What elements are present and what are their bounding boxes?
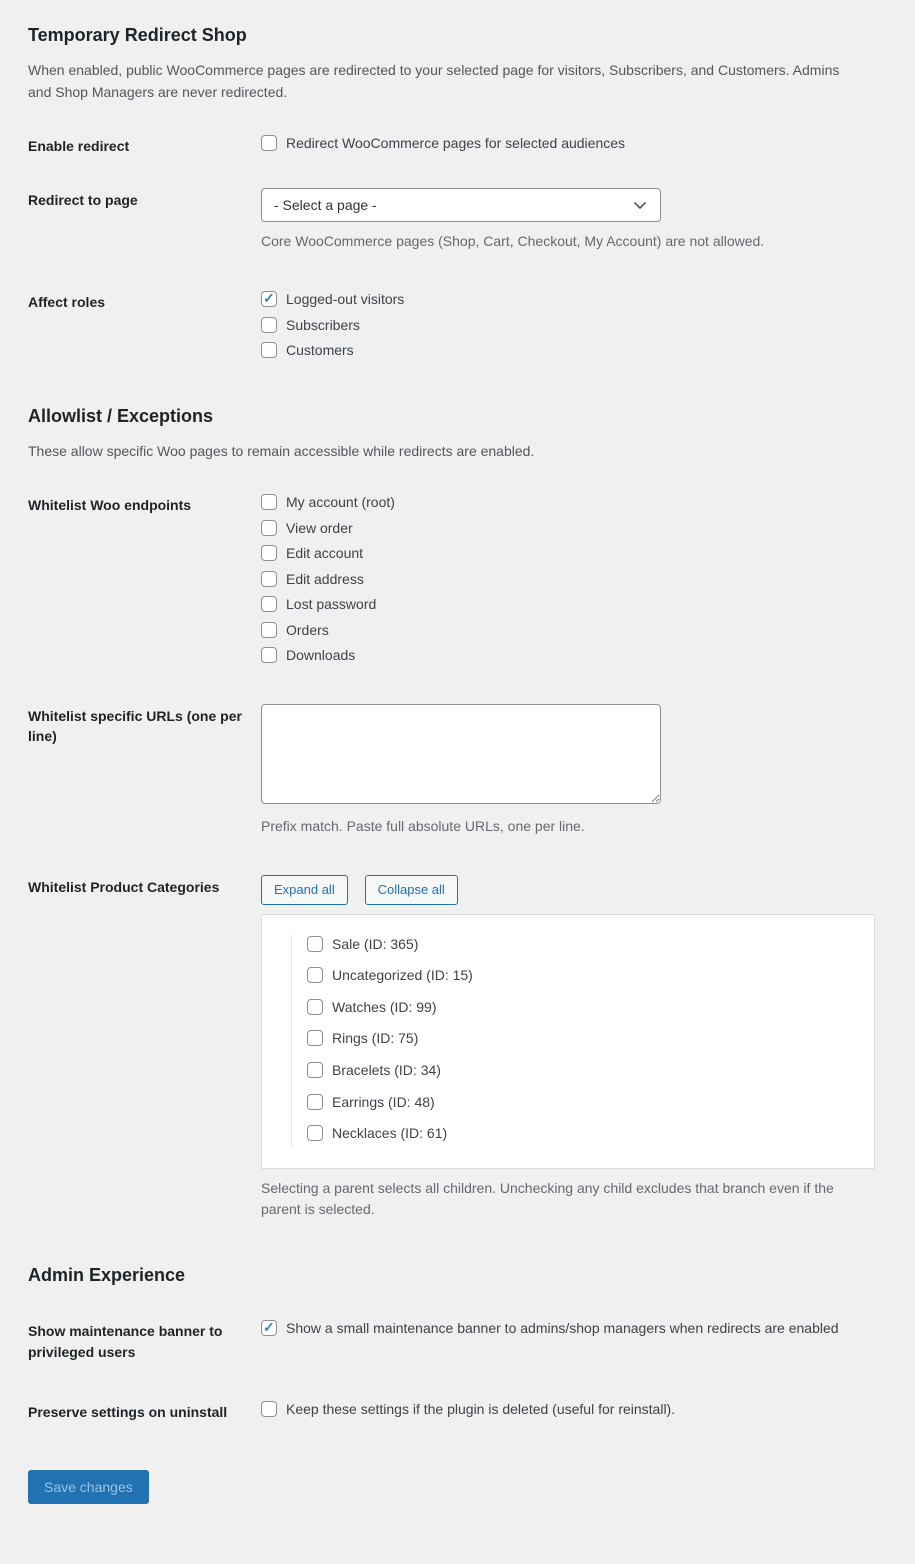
endpoint-view-order-checkbox[interactable]	[261, 520, 277, 536]
endpoint-my-account-label: My account (root)	[286, 493, 395, 510]
endpoint-downloads-label: Downloads	[286, 647, 356, 664]
endpoint-my-account-checkbox[interactable]	[261, 494, 277, 510]
row-whitelist-categories	[28, 875, 887, 1220]
category-item	[307, 1093, 864, 1113]
endpoint-lost-password-checkbox[interactable]	[261, 596, 277, 612]
category-sale-label: Sale (ID: 365)	[332, 935, 419, 952]
category-sale-checkbox[interactable]	[307, 936, 323, 952]
category-earrings-label: Earrings (ID: 48)	[332, 1093, 435, 1110]
category-item	[307, 1124, 864, 1144]
endpoint-edit-account-row[interactable]	[261, 544, 887, 564]
enable-redirect-label: Enable redirect	[28, 137, 130, 154]
endpoint-my-account-row[interactable]	[261, 493, 887, 513]
whitelist-urls-textarea[interactable]	[261, 704, 661, 804]
role-customers-label: Customers	[286, 342, 354, 359]
row-affect-roles	[28, 290, 887, 361]
redirect-page-help: Core WooCommerce pages (Shop, Cart, Checkout, My Account) are not allowed.	[261, 233, 765, 250]
allowlist-section-description: These allow specific Woo pages to remain accessible while redirects are enabled.	[28, 443, 535, 460]
page-title: Temporary Redirect Shop	[28, 25, 247, 45]
maintenance-banner-label: Show maintenance banner to privileged users	[28, 1323, 223, 1360]
category-necklaces-label: Necklaces (ID: 61)	[332, 1125, 448, 1142]
row-preserve-settings	[28, 1400, 887, 1422]
category-necklaces-checkbox[interactable]	[307, 1125, 323, 1141]
redirect-page-select[interactable]	[261, 188, 661, 222]
affect-roles-label: Affect roles	[28, 294, 106, 311]
preserve-settings-checkbox-label: Keep these settings if the plugin is deleted (useful for reinstall).	[286, 1400, 676, 1417]
role-logged-out-label: Logged-out visitors	[286, 291, 405, 308]
expand-all-button[interactable]: Expand all	[261, 875, 348, 905]
maintenance-banner-checkbox[interactable]	[261, 1320, 277, 1336]
role-logged-out-row[interactable]	[261, 290, 887, 310]
allowlist-section-title: Allowlist / Exceptions	[28, 405, 214, 426]
endpoint-view-order-row[interactable]	[261, 519, 887, 539]
endpoint-edit-account-checkbox[interactable]	[261, 545, 277, 561]
category-item	[307, 1061, 864, 1081]
endpoint-lost-password-label: Lost password	[286, 596, 377, 613]
endpoint-downloads-row[interactable]	[261, 646, 887, 666]
row-maintenance-banner	[28, 1319, 887, 1362]
maintenance-banner-checkbox-row[interactable]	[261, 1319, 887, 1339]
role-subscribers-checkbox[interactable]	[261, 317, 277, 333]
save-changes-button[interactable]: Save changes	[28, 1470, 149, 1504]
category-watches-checkbox[interactable]	[307, 999, 323, 1015]
category-bracelets-row[interactable]	[307, 1061, 864, 1081]
category-watches-row[interactable]	[307, 998, 864, 1018]
category-earrings-checkbox[interactable]	[307, 1094, 323, 1110]
category-rings-row[interactable]	[307, 1029, 864, 1049]
role-logged-out-checkbox[interactable]	[261, 291, 277, 307]
role-customers-checkbox[interactable]	[261, 342, 277, 358]
whitelist-categories-label: Whitelist Product Categories	[28, 879, 220, 896]
chevron-down-icon	[632, 197, 648, 213]
whitelist-categories-help: Selecting a parent selects all children. Unchecking any child excludes that branch even if the parent is selected.	[261, 1179, 834, 1217]
category-list	[291, 935, 864, 1148]
enable-redirect-checkbox-label: Redirect WooCommerce pages for selected audiences	[286, 134, 626, 151]
category-item	[307, 1029, 864, 1049]
role-subscribers-label: Subscribers	[286, 316, 360, 333]
row-whitelist-urls	[28, 704, 887, 837]
endpoint-orders-row[interactable]	[261, 621, 887, 641]
category-necklaces-row[interactable]	[307, 1124, 864, 1144]
category-item	[307, 998, 864, 1018]
enable-redirect-checkbox[interactable]	[261, 135, 277, 151]
category-rings-checkbox[interactable]	[307, 1030, 323, 1046]
role-subscribers-row[interactable]	[261, 316, 887, 336]
preserve-settings-checkbox[interactable]	[261, 1401, 277, 1417]
row-whitelist-endpoints	[28, 493, 887, 666]
endpoint-edit-address-label: Edit address	[286, 570, 364, 587]
enable-redirect-checkbox-row[interactable]	[261, 134, 887, 154]
category-item	[307, 935, 864, 955]
category-rings-label: Rings (ID: 75)	[332, 1030, 419, 1047]
page-intro: When enabled, public WooCommerce pages are redirected to your selected page for visitors, Subscribers, and Customers. Admins and Shop Managers are never redirected.	[28, 62, 840, 101]
category-item	[307, 966, 864, 986]
category-sale-row[interactable]	[307, 935, 864, 955]
category-uncategorized-label: Uncategorized (ID: 15)	[332, 967, 473, 984]
redirect-page-label: Redirect to page	[28, 192, 138, 209]
role-customers-row[interactable]	[261, 341, 887, 361]
endpoint-edit-address-row[interactable]	[261, 570, 887, 590]
whitelist-urls-help: Prefix match. Paste full absolute URLs, one per line.	[261, 818, 585, 835]
endpoint-view-order-label: View order	[286, 519, 353, 536]
endpoint-downloads-checkbox[interactable]	[261, 647, 277, 663]
category-earrings-row[interactable]	[307, 1093, 864, 1113]
whitelist-endpoints-label: Whitelist Woo endpoints	[28, 496, 192, 513]
category-uncategorized-row[interactable]	[307, 966, 864, 986]
row-redirect-to-page	[28, 188, 887, 252]
category-watches-label: Watches (ID: 99)	[332, 998, 437, 1015]
endpoint-orders-label: Orders	[286, 621, 329, 638]
preserve-settings-label: Preserve settings on uninstall	[28, 1403, 228, 1420]
category-panel	[261, 914, 875, 1169]
endpoint-edit-address-checkbox[interactable]	[261, 571, 277, 587]
endpoint-orders-checkbox[interactable]	[261, 622, 277, 638]
category-bracelets-label: Bracelets (ID: 34)	[332, 1062, 441, 1079]
collapse-all-button[interactable]: Collapse all	[365, 875, 458, 905]
preserve-settings-checkbox-row[interactable]	[261, 1400, 887, 1420]
redirect-page-select-value: - Select a page -	[274, 197, 377, 214]
category-bracelets-checkbox[interactable]	[307, 1062, 323, 1078]
category-uncategorized-checkbox[interactable]	[307, 967, 323, 983]
endpoint-edit-account-label: Edit account	[286, 545, 364, 562]
admin-section-title: Admin Experience	[28, 1264, 186, 1285]
category-toolbar	[261, 875, 887, 905]
row-enable-redirect	[28, 134, 887, 156]
endpoint-lost-password-row[interactable]	[261, 595, 887, 615]
maintenance-banner-checkbox-label: Show a small maintenance banner to admins/shop managers when redirects are enabled	[286, 1320, 839, 1337]
whitelist-urls-label: Whitelist specific URLs (one per line)	[28, 708, 242, 745]
